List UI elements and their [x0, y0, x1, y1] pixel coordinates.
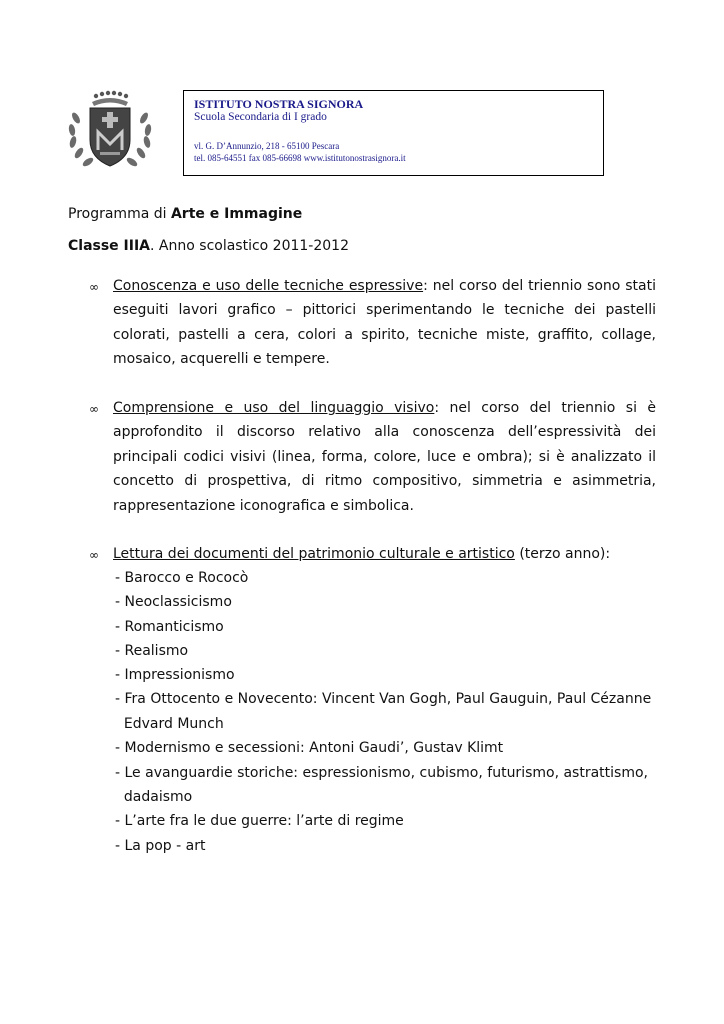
section-body: : nel corso del triennio si è approfondito il discorso relativo alla conoscenza dell’espressività dei principali codici visivi (linea, forma, colore, luce e ombra); si è analizzato il concetto di prospettiva, di ritmo compositivo, simmetria e asimmetria, rappresentazione iconografica e simbolica.: [113, 400, 657, 514]
class-name: Classe IIIA: [68, 238, 151, 254]
section-visual-language: [113, 396, 656, 518]
section-heading: Lettura dei documenti del patrimonio culturale e artistico: [113, 546, 515, 562]
class-line: [68, 237, 349, 255]
bullet-icon: ∞: [89, 548, 99, 562]
title-subject: Arte e Immagine: [170, 206, 303, 222]
school-year: . Anno scolastico 2011-2012: [150, 238, 349, 254]
school-crest-logo: [62, 88, 158, 176]
school-contacts: tel. 085-64551 fax 085-66698 www.istitutonostrasignora.it: [194, 153, 406, 163]
bullet-icon: ∞: [89, 402, 99, 416]
list-item: - Fra Ottocento e Novecento: Vincent Van Gogh, Paul Gauguin, Paul Cézanne: [115, 691, 652, 707]
school-address: vl. G. D’Annunzio, 218 - 65100 Pescara: [194, 141, 340, 151]
list-item: - Romanticismo: [115, 619, 224, 635]
institute-header: [183, 90, 604, 176]
section-heading: Comprensione e uso del linguaggio visivo: [113, 400, 435, 416]
section-body: (terzo anno):: [514, 546, 611, 562]
list-item: - Le avanguardie storiche: espressionismo, cubismo, futurismo, astrattismo,: [115, 765, 648, 781]
title-prefix: Programma di: [68, 206, 171, 222]
list-item: - Barocco e Rococò: [115, 570, 249, 586]
list-item: - La pop - art: [115, 838, 206, 854]
list-item: Edvard Munch: [115, 716, 224, 732]
section-techniques: [113, 274, 656, 372]
list-item: - Modernismo e secessioni: Antoni Gaudi’, Gustav Klimt: [115, 740, 504, 756]
list-item: dadaismo: [115, 789, 193, 805]
list-item: - L’arte fra le due guerre: l’arte di regime: [115, 813, 404, 829]
list-item: - Impressionismo: [115, 667, 235, 683]
section-heritage: [113, 545, 610, 563]
bullet-icon: ∞: [89, 280, 99, 294]
section-body: : nel corso del triennio sono stati eseguiti lavori grafico – pittorici sperimentando le tecniche dei pastelli colorati, pastelli a cera, colori a spirito, tecniche miste, graffito, collage, mosaico, acquerelli e tempere.: [113, 278, 656, 368]
document-title: [68, 205, 302, 223]
list-item: - Neoclassicismo: [115, 594, 232, 610]
list-item: - Realismo: [115, 643, 189, 659]
school-subtitle: Scuola Secondaria di I grado: [194, 111, 327, 123]
school-name: ISTITUTO NOSTRA SIGNORA: [194, 97, 364, 111]
section-heading: Conoscenza e uso delle tecniche espressive: [113, 278, 424, 294]
